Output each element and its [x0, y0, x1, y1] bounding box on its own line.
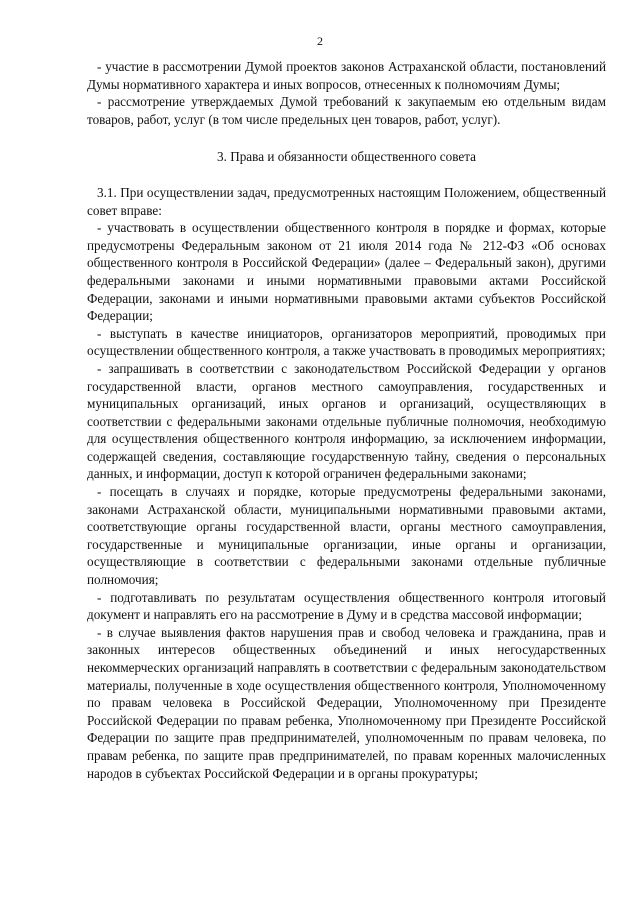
list-item: - запрашивать в соответствии с законодательством Российской Федерации у органов государственной власти, органов местного самоуправления, государственных и муниципальных организаций, иных органов и организаций, осуществляющих в соответствии с федеральными законами отдельные публичные полномочия, необходимую для осуществления общественного контроля информацию, за исключением информации, содержащей сведения, составляющие государственную тайну, сведения о персональных данных, и информации, доступ к которой ограничен федеральными законами;	[87, 360, 606, 482]
list-item: - в случае выявления фактов нарушения прав и свобод человека и гражданина, прав и законных интересов общественных объединений и иных негосударственных некоммерческих организаций направлять в соответствии с федеральным законодательством материалы, полученные в ходе осуществления общественного контроля, Уполномоченному по правам человека в Российской Федерации, Уполномоченному при Президенте Российской Федерации по правам ребенка, Уполномоченному при Президенте Российской Федерации по защите прав предпринимателей, уполномоченным по правам человека, по правам ребенка, по защите прав предпринимателей, по правам коренных малочисленных народов в субъектах Российской Федерации и в органы прокуратуры;	[87, 624, 606, 781]
list-item: - подготавливать по результатам осуществления общественного контроля итоговый документ и направлять его на рассмотрение в Думу и в средства массовой информации;	[87, 589, 606, 623]
list-item: - посещать в случаях и порядке, которые предусмотрены федеральными законами, законами Астраханской области, муниципальными нормативными правовыми актами, соответствующие органы государственной власти, органы местного самоуправления, государственные и муниципальные организации, иные органы и организации, осуществляющие в соответствии с федеральными законами отдельные публичные полномочия;	[87, 484, 606, 588]
page-number: 2	[317, 34, 323, 48]
list-item: - выступать в качестве инициаторов, организаторов мероприятий, проводимых при осуществлении общественного контроля, а также участвовать в проводимых мероприятиях;	[87, 325, 606, 359]
list-item: - участвовать в осуществлении общественного контроля в порядке и формах, которые предусмотрены Федеральным законом от 21 июля 2014 года № 212-ФЗ «Об основах общественного контроля в Российской Федерации» (далее – Федеральный закон), другими федеральными законами и иными нормативными правовыми актами Российской Федерации, законами и иными нормативными правовыми актами субъектов Российской Федерации;	[87, 220, 606, 324]
list-item: - рассмотрение утверждаемых Думой требований к закупаемым ею отдельным видам товаров, работ, услуг (в том числе предельных цен товаров, работ, услуг).	[87, 94, 606, 127]
section-heading: 3. Права и обязанности общественного совета	[217, 149, 476, 165]
section-intro-paragraph: 3.1. При осуществлении задач, предусмотренных настоящим Положением, общественный совет вправе:	[87, 184, 606, 218]
document-body	[87, 58, 606, 782]
list-item: - участие в рассмотрении Думой проектов законов Астраханской области, постановлений Думы нормативного характера и иных вопросов, отнесенных к полномочиям Думы;	[87, 59, 606, 92]
